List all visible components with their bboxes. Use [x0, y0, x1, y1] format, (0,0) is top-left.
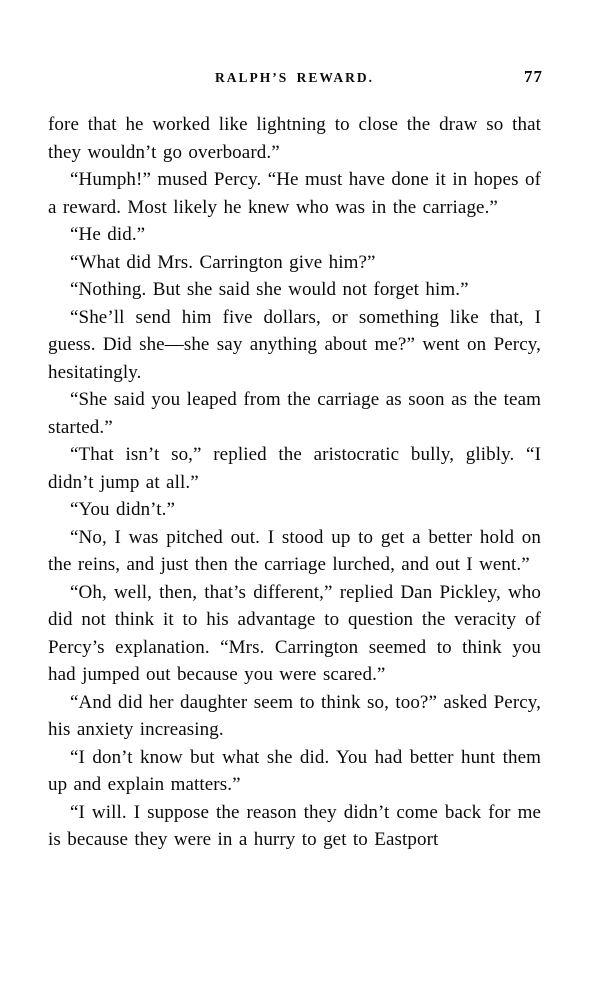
paragraph: fore that he worked like lightning to close the draw so that they wouldn’t go overboard.”	[48, 114, 541, 163]
paragraph: “You didn’t.”	[70, 499, 176, 520]
paragraph: “I will. I suppose the reason they didn’t come back for me is because they were in a hurry to get to Eastport	[48, 801, 541, 850]
running-title: RALPH’S REWARD.	[214, 70, 374, 85]
paragraph: “And did her daughter seem to think so, too?” asked Percy, his anxiety increasing.	[48, 691, 541, 740]
page-body	[48, 111, 541, 854]
paragraph: “Humph!” mused Percy. “He must have done it in hopes of a reward. Most likely he knew who was in the carriage.”	[48, 169, 541, 218]
paragraph: “No, I was pitched out. I stood up to get a better hold on the reins, and just then the carriage lurched, and out I went.”	[48, 526, 541, 575]
paragraph: “He did.”	[70, 224, 146, 245]
paragraph: “That isn’t so,” replied the aristocratic bully, glibly. “I didn’t jump at all.”	[48, 444, 541, 493]
paragraph: “She said you leaped from the carriage as soon as the team started.”	[48, 389, 541, 438]
page-number: 77	[524, 67, 543, 86]
paragraph: “What did Mrs. Carrington give him?”	[70, 251, 376, 273]
paragraph: “Nothing. But she said she would not forget him.”	[70, 279, 469, 300]
paragraph: “I don’t know but what she did. You had better hunt them up and explain matters.”	[48, 746, 541, 795]
paragraph: “Oh, well, then, that’s different,” replied Dan Pickley, who did not think it to his advantage to question the veracity of Percy’s explanation. “Mrs. Carrington seemed to think you had jumped out because you were scared.”	[48, 581, 541, 685]
paragraph: “She’ll send him five dollars, or something like that, I guess. Did she—she say anything about me?” went on Percy, hesitatingly.	[48, 306, 541, 383]
page-header	[48, 67, 543, 90]
